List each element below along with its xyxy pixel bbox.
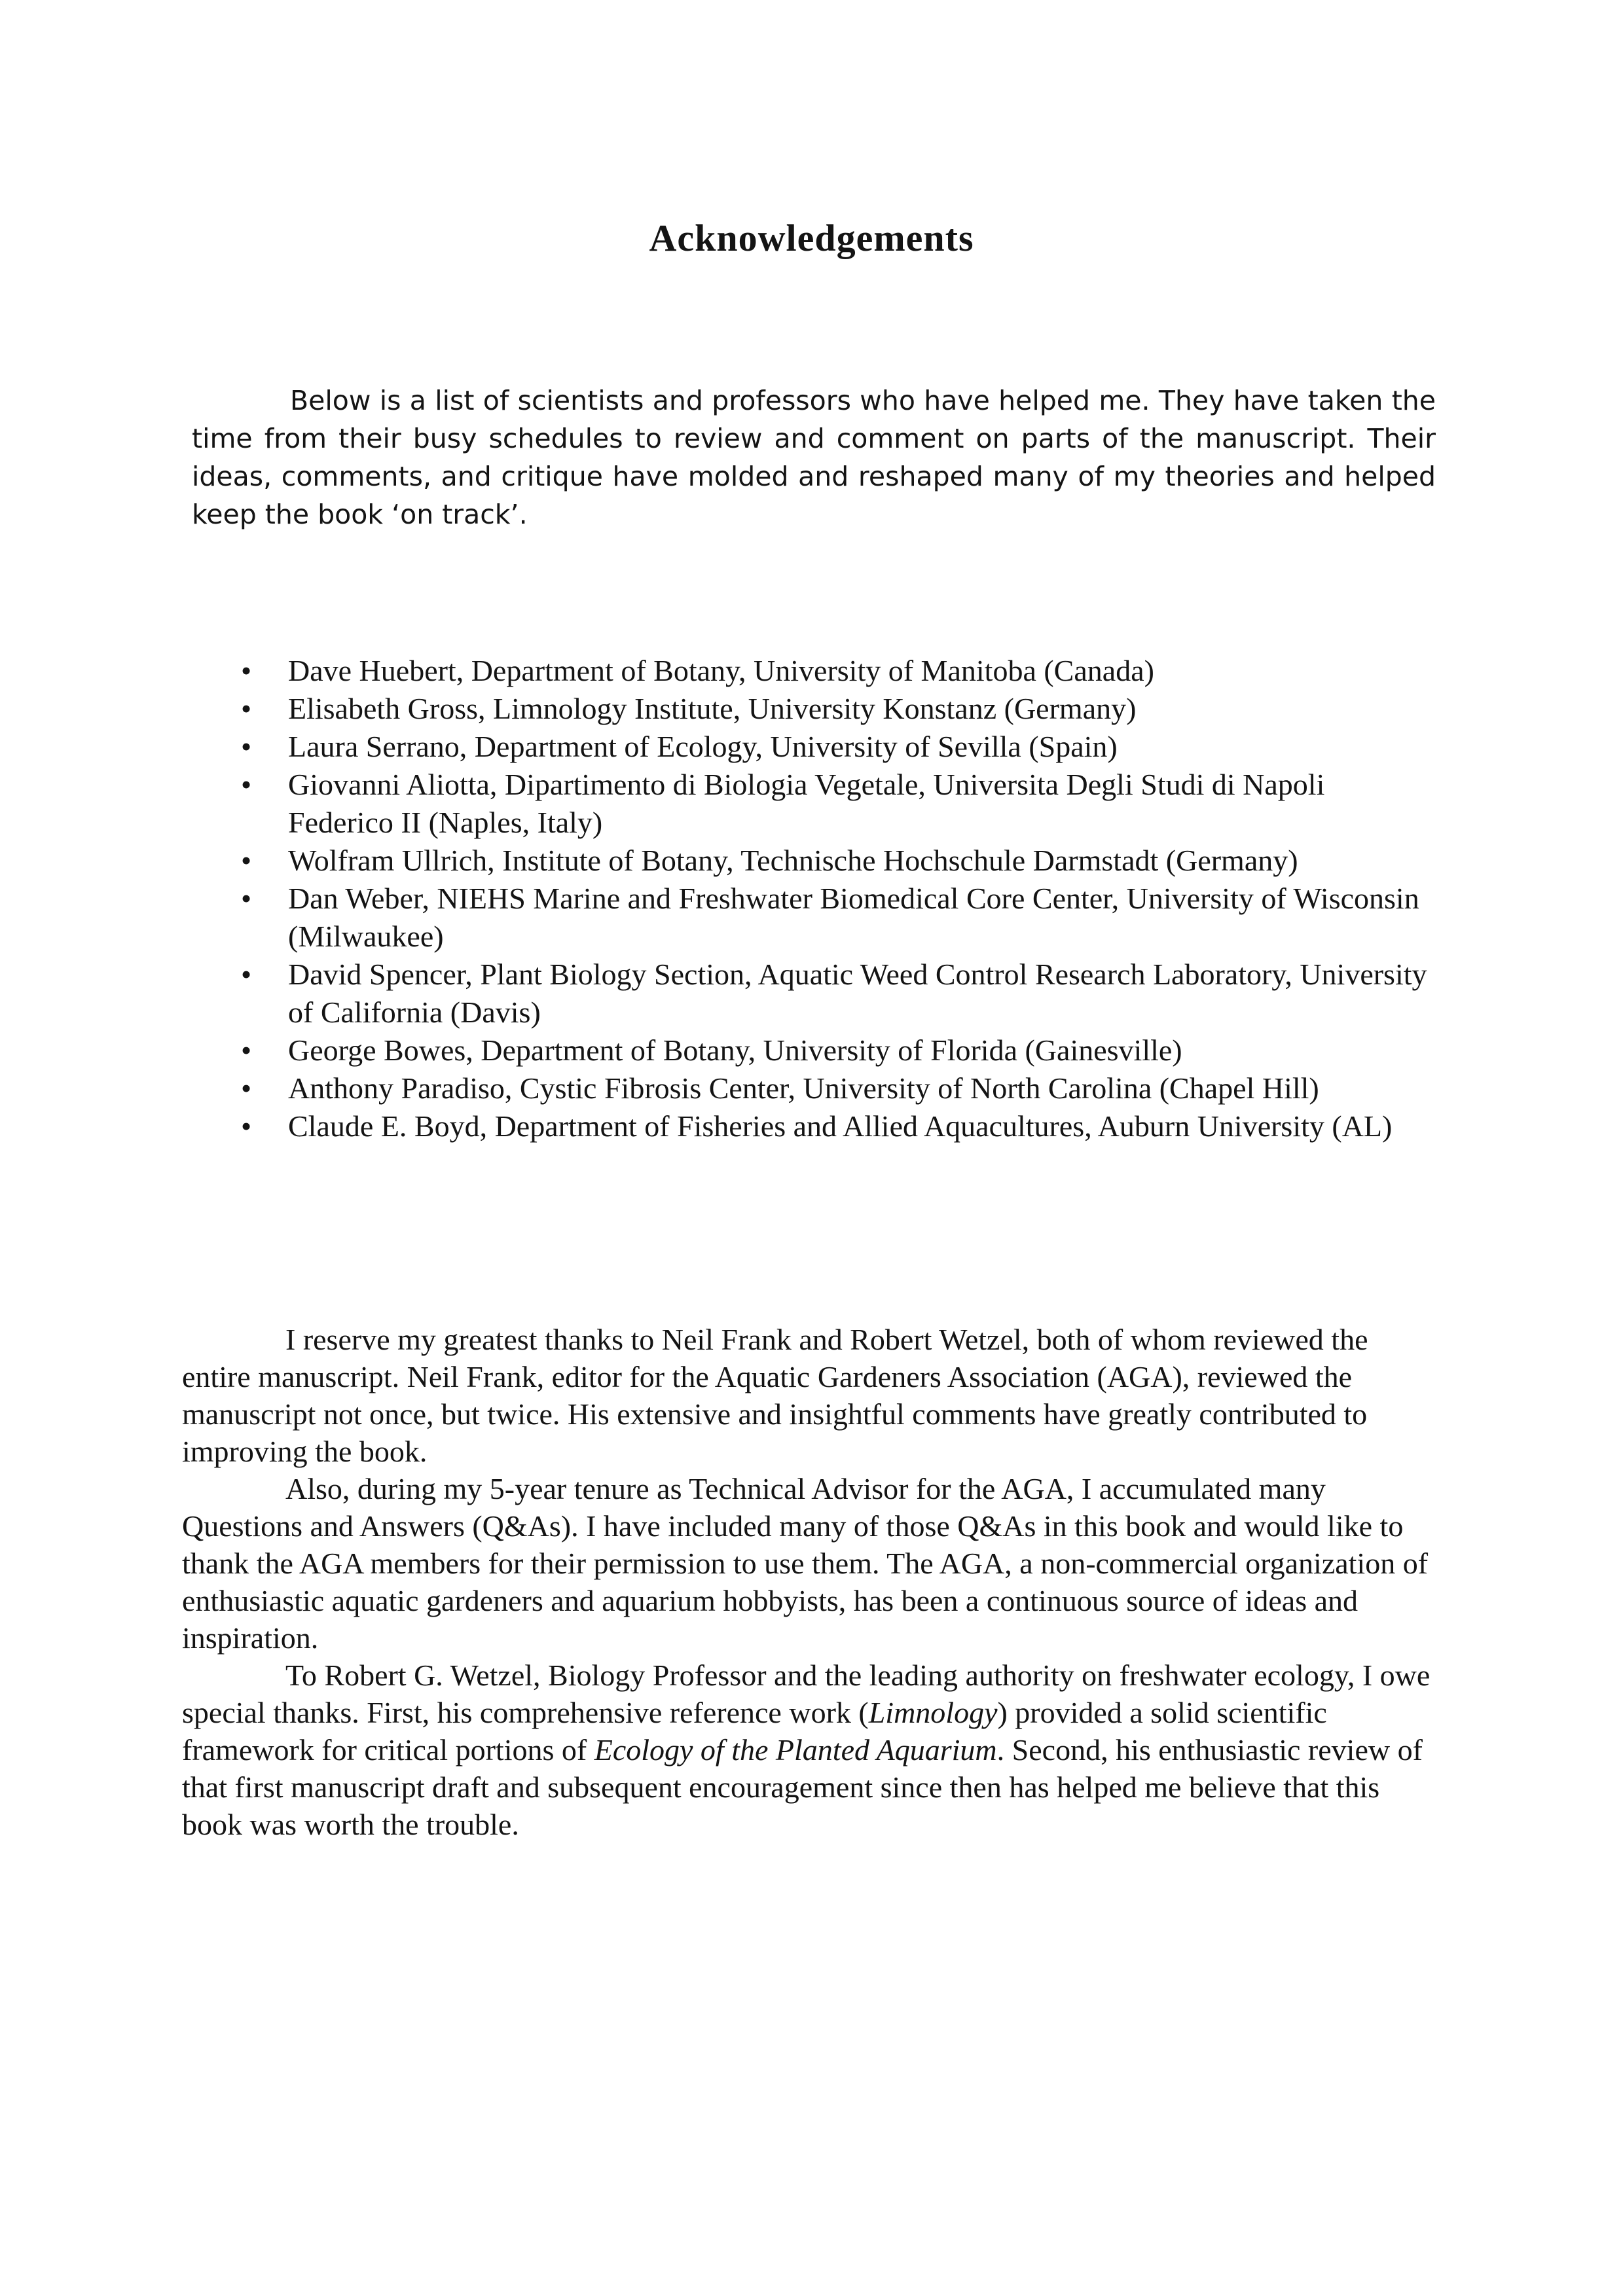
bullet-icon: • [241, 692, 252, 725]
reviewer-list [241, 652, 1432, 1145]
page-title: Acknowledgements [649, 217, 974, 259]
reviewer-name: George Bowes, Department of Botany, University of Florida (Gainesville) [288, 1033, 1182, 1067]
reviewer-name: Giovanni Aliotta, Dipartimento di Biologia Vegetale, Universita Degli Studi di Napoli Federico II (Naples, Italy) [288, 768, 1325, 839]
bullet-icon: • [241, 1033, 252, 1067]
thanks-paragraph: I reserve my greatest thanks to Neil Frank and Robert Wetzel, both of whom reviewed the entire manuscript. Neil Frank, editor for the Aquatic Gardeners Association (AGA), reviewed the manuscript not once, but twice. His extensive and insightful comments have greatly contributed to improving the book. [182, 1323, 1368, 1468]
reviewer-name: Laura Serrano, Department of Ecology, University of Sevilla (Spain) [288, 730, 1118, 763]
bullet-icon: • [241, 768, 252, 801]
reviewer-name: Claude E. Boyd, Department of Fisheries and Allied Aquacultures, Auburn University (AL) [288, 1109, 1393, 1143]
list-item [241, 1107, 1432, 1145]
bullet-icon: • [241, 882, 252, 915]
bullet-icon: • [241, 958, 252, 991]
book-title: Ecology of the Planted Aquarium [594, 1733, 997, 1767]
list-item [241, 956, 1432, 1031]
reviewer-name: Anthony Paradiso, Cystic Fibrosis Center, University of North Carolina (Chapel Hill) [288, 1071, 1319, 1105]
bullet-icon: • [241, 1109, 252, 1143]
reviewer-name: Dan Weber, NIEHS Marine and Freshwater Biomedical Core Center, University of Wisconsin (Milwaukee) [288, 882, 1419, 953]
wetzel-text-3: . Second, his enthusiastic review of that first manuscript draft and subsequent encouragement since then has helped me believe that this book was worth the trouble. [182, 1733, 1423, 1841]
reviewer-name: Elisabeth Gross, Limnology Institute, University Konstanz (Germany) [288, 692, 1137, 725]
bullet-icon: • [241, 844, 252, 877]
reviewer-name: Wolfram Ullrich, Institute of Botany, Technische Hochschule Darmstadt (Germany) [288, 844, 1298, 877]
wetzel-text-1: To Robert G. Wetzel, Biology Professor and the leading authority on freshwater ecology, I owe special thanks. First, his comprehensive reference work ( [182, 1659, 1431, 1729]
list-item [241, 880, 1432, 956]
list-item [241, 652, 1432, 690]
reviewer-name: David Spencer, Plant Biology Section, Aquatic Weed Control Research Laboratory, University of California (Davis) [288, 958, 1427, 1029]
closing-section [182, 1321, 1436, 1843]
reviewer-name: Dave Huebert, Department of Botany, University of Manitoba (Canada) [288, 654, 1154, 687]
bullet-icon: • [241, 654, 252, 687]
intro-paragraph: Below is a list of scientists and professors who have helped me. They have taken the time from their busy schedules to review and comment on parts of the manuscript. Their ideas, comments, and critique have molded and reshaped many of my theories and helped keep the book ‘on track’. [192, 385, 1436, 530]
wetzel-paragraph [182, 1657, 1436, 1843]
list-item [241, 766, 1432, 842]
list-item [241, 728, 1432, 766]
list-item [241, 1031, 1432, 1069]
bullet-icon: • [241, 1071, 252, 1105]
bullet-icon: • [241, 730, 252, 763]
wetzel-text-2: ) provided a solid scientific framework for critical portions of [182, 1696, 1327, 1767]
list-item [241, 1069, 1432, 1107]
aga-paragraph: Also, during my 5-year tenure as Technical Advisor for the AGA, I accumulated many Questions and Answers (Q&As). I have included many of those Q&As in this book and would like to thank the AGA members for their permission to use them. The AGA, a non-commercial organization of enthusiastic aquatic gardeners and aquarium hobbyists, has been a continuous source of ideas and inspiration. [182, 1472, 1429, 1655]
list-item [241, 842, 1432, 880]
limnology-title: Limnology [868, 1696, 998, 1729]
list-item [241, 690, 1432, 728]
